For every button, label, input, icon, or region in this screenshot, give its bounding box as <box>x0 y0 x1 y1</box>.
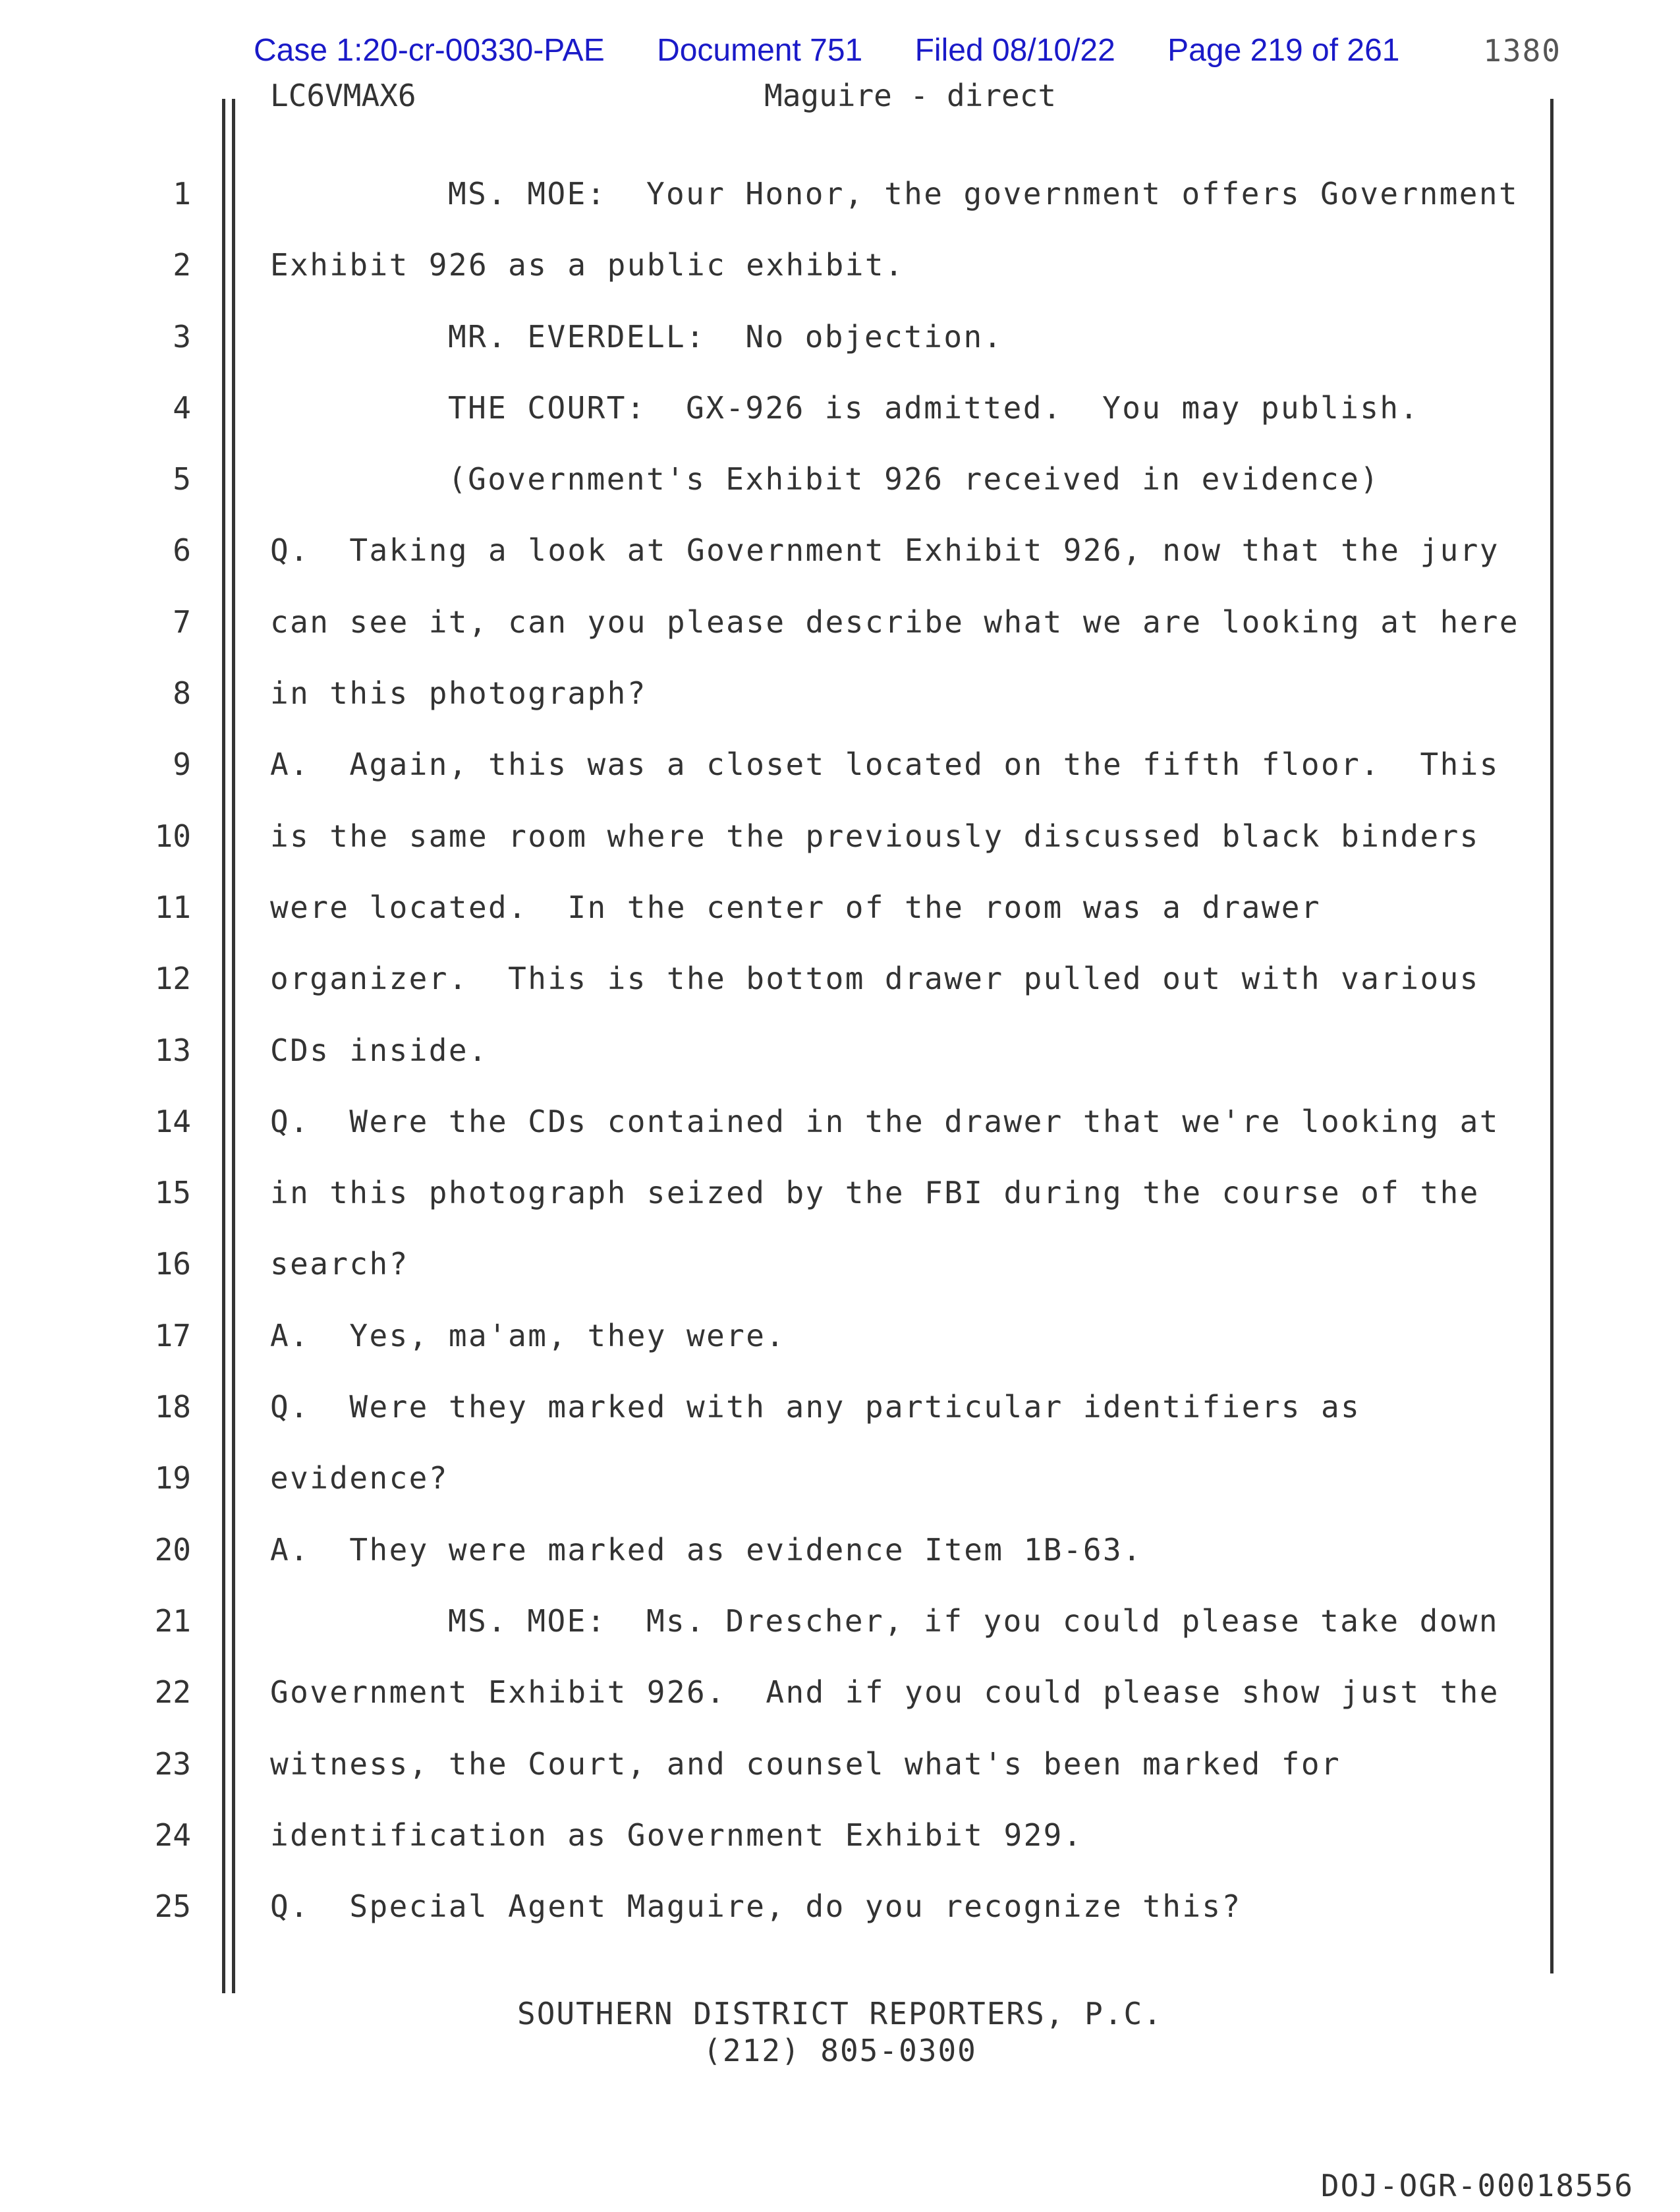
running-head-case-code: LC6VMAX6 <box>270 78 416 113</box>
bates-number: DOJ-OGR-00018556 <box>1320 2168 1634 2203</box>
line-number: 1 <box>173 176 191 212</box>
line-number: 4 <box>173 389 191 426</box>
line-text: is the same room where the previously discussed black binders <box>270 818 1480 854</box>
transcript-line <box>0 888 1680 959</box>
transcript-line <box>0 530 1680 602</box>
transcript-line <box>0 673 1680 745</box>
line-number: 23 <box>154 1745 191 1782</box>
line-number: 11 <box>154 889 191 925</box>
transcript-page-number: 1380 <box>1483 33 1561 69</box>
line-text: MS. MOE: Your Honor, the government offers Government <box>448 176 1519 212</box>
transcript-line <box>0 1173 1680 1244</box>
line-text: (Government's Exhibit 926 received in evidence) <box>448 461 1380 497</box>
ecf-document-number: Document 751 <box>657 33 863 68</box>
reporter-footer <box>0 1995 1680 2069</box>
transcript-line <box>0 459 1680 530</box>
reporter-phone: (212) 805-0300 <box>703 2033 977 2068</box>
line-number: 21 <box>154 1602 191 1639</box>
running-head-witness: Maguire - direct <box>764 78 1057 113</box>
transcript-body <box>0 174 1680 1958</box>
line-text: evidence? <box>270 1460 449 1496</box>
line-number: 24 <box>154 1817 191 1853</box>
ecf-header <box>254 29 1399 72</box>
line-text: CDs inside. <box>270 1032 489 1068</box>
line-number: 19 <box>154 1460 191 1496</box>
line-number: 3 <box>173 318 191 354</box>
transcript-line <box>0 1530 1680 1601</box>
line-text: A. They were marked as evidence Item 1B-63. <box>270 1531 1143 1568</box>
line-number: 25 <box>154 1888 191 1925</box>
line-text: MS. MOE: Ms. Drescher, if you could please take down <box>448 1602 1499 1639</box>
transcript-line <box>0 745 1680 816</box>
transcript-line <box>0 1886 1680 1958</box>
ecf-page-count: Page 219 of 261 <box>1167 33 1400 68</box>
running-head <box>270 78 1548 117</box>
transcript-line <box>0 1601 1680 1672</box>
line-number: 7 <box>173 604 191 640</box>
transcript-line <box>0 1672 1680 1744</box>
line-text: A. Again, this was a closet located on the fifth floor. This <box>270 747 1499 783</box>
line-number: 6 <box>173 532 191 569</box>
line-number: 15 <box>154 1175 191 1211</box>
ecf-filed-date: Filed 08/10/22 <box>914 33 1115 68</box>
transcript-line <box>0 1244 1680 1315</box>
transcript-line <box>0 816 1680 888</box>
line-text: Q. Special Agent Maguire, do you recognize this? <box>270 1888 1242 1925</box>
line-text: were located. In the center of the room was a drawer <box>270 889 1321 925</box>
line-number: 8 <box>173 675 191 712</box>
line-number: 13 <box>154 1032 191 1068</box>
transcript-line <box>0 317 1680 388</box>
line-number: 22 <box>154 1674 191 1711</box>
ecf-case-number: Case 1:20-cr-00330-PAE <box>254 33 605 68</box>
line-text: in this photograph? <box>270 675 647 712</box>
line-text: Q. Were the CDs contained in the drawer that we're looking at <box>270 1103 1499 1139</box>
line-text: can see it, can you please describe what we are looking at here <box>270 604 1519 640</box>
line-text: search? <box>270 1246 409 1282</box>
line-number: 10 <box>154 818 191 854</box>
line-text: identification as Government Exhibit 929. <box>270 1817 1083 1853</box>
line-text: A. Yes, ma'am, they were. <box>270 1317 786 1353</box>
line-text: organizer. This is the bottom drawer pulled out with various <box>270 961 1480 997</box>
transcript-line <box>0 602 1680 673</box>
transcript-line <box>0 1102 1680 1173</box>
line-text: witness, the Court, and counsel what's been marked for <box>270 1745 1341 1782</box>
line-number: 12 <box>154 961 191 997</box>
line-number: 5 <box>173 461 191 497</box>
transcript-line <box>0 1815 1680 1886</box>
transcript-line <box>0 388 1680 459</box>
line-text: Q. Were they marked with any particular identifiers as <box>270 1389 1361 1425</box>
line-text: Exhibit 926 as a public exhibit. <box>270 247 905 283</box>
line-number: 16 <box>154 1246 191 1282</box>
transcript-line <box>0 174 1680 245</box>
reporter-name: SOUTHERN DISTRICT REPORTERS, P.C. <box>517 1996 1163 2031</box>
transcript-line <box>0 1744 1680 1815</box>
transcript-line <box>0 959 1680 1030</box>
line-number: 20 <box>154 1531 191 1568</box>
transcript-line <box>0 1316 1680 1387</box>
line-number: 18 <box>154 1389 191 1425</box>
transcript-line <box>0 1458 1680 1529</box>
line-number: 17 <box>154 1317 191 1353</box>
line-text: Q. Taking a look at Government Exhibit 926, now that the jury <box>270 532 1499 569</box>
line-text: Government Exhibit 926. And if you could please show just the <box>270 1674 1499 1711</box>
transcript-line <box>0 1031 1680 1102</box>
transcript-line <box>0 245 1680 316</box>
transcript-line <box>0 1387 1680 1458</box>
line-number: 2 <box>173 247 191 283</box>
line-number: 9 <box>173 747 191 783</box>
line-text: in this photograph seized by the FBI during the course of the <box>270 1175 1480 1211</box>
line-number: 14 <box>154 1103 191 1139</box>
line-text: MR. EVERDELL: No objection. <box>448 318 1003 354</box>
line-text: THE COURT: GX-926 is admitted. You may publish. <box>448 389 1420 426</box>
